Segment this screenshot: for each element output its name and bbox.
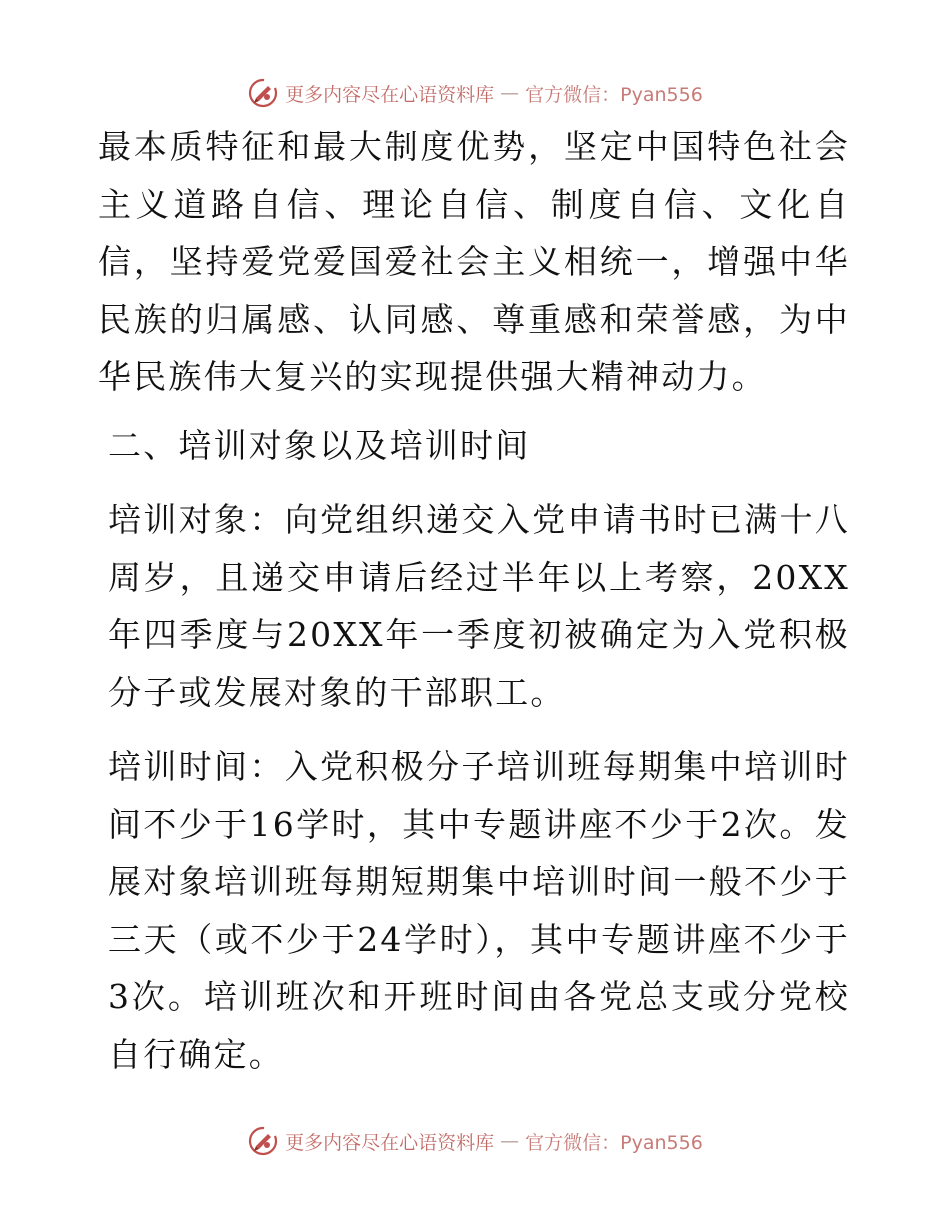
watermark-dash: — <box>500 1130 520 1152</box>
training-targets-paragraph: 培训对象：向党组织递交入党申请书时已满十八周岁，且递交申请后经过半年以上考察，20XX年四季度与20XX年一季度初被确定为入党积极分子或发展对象的干部职工。 <box>108 500 850 712</box>
document-body <box>98 118 850 1083</box>
footer-watermark <box>0 1121 950 1161</box>
intro-continuation-paragraph: 最本质特征和最大制度优势，坚定中国特色社会主义道路自信、理论自信、制度自信、文化自信，坚持爱党爱国爱社会主义相统一，增强中华民族的归属感、认同感、尊重感和荣誉感，为中华民族伟大复兴的实现提供强大精神动力。 <box>98 127 850 396</box>
writing-hand-logo-icon <box>247 77 279 109</box>
writing-hand-logo-icon <box>247 1125 279 1157</box>
header-watermark <box>0 73 950 113</box>
training-time-paragraph: 培训时间：入党积极分子培训班每期集中培训时间不少于16学时，其中专题讲座不少于2次。发展对象培训班每期短期集中培训时间一般不少于三天（或不少于24学时），其中专题讲座不少于3次。培训班次和开班时间由各党总支或分党校自行确定。 <box>108 747 850 1074</box>
watermark-site-text: 更多内容尽在心语资料库 <box>285 83 495 106</box>
section-heading: 二、培训对象以及培训时间 <box>108 425 531 465</box>
watermark-wechat-text: 官方微信：Pyan556 <box>525 1131 703 1154</box>
watermark-dash: — <box>500 82 520 104</box>
watermark-site-text: 更多内容尽在心语资料库 <box>285 1131 495 1154</box>
watermark-wechat-text: 官方微信：Pyan556 <box>525 83 703 106</box>
